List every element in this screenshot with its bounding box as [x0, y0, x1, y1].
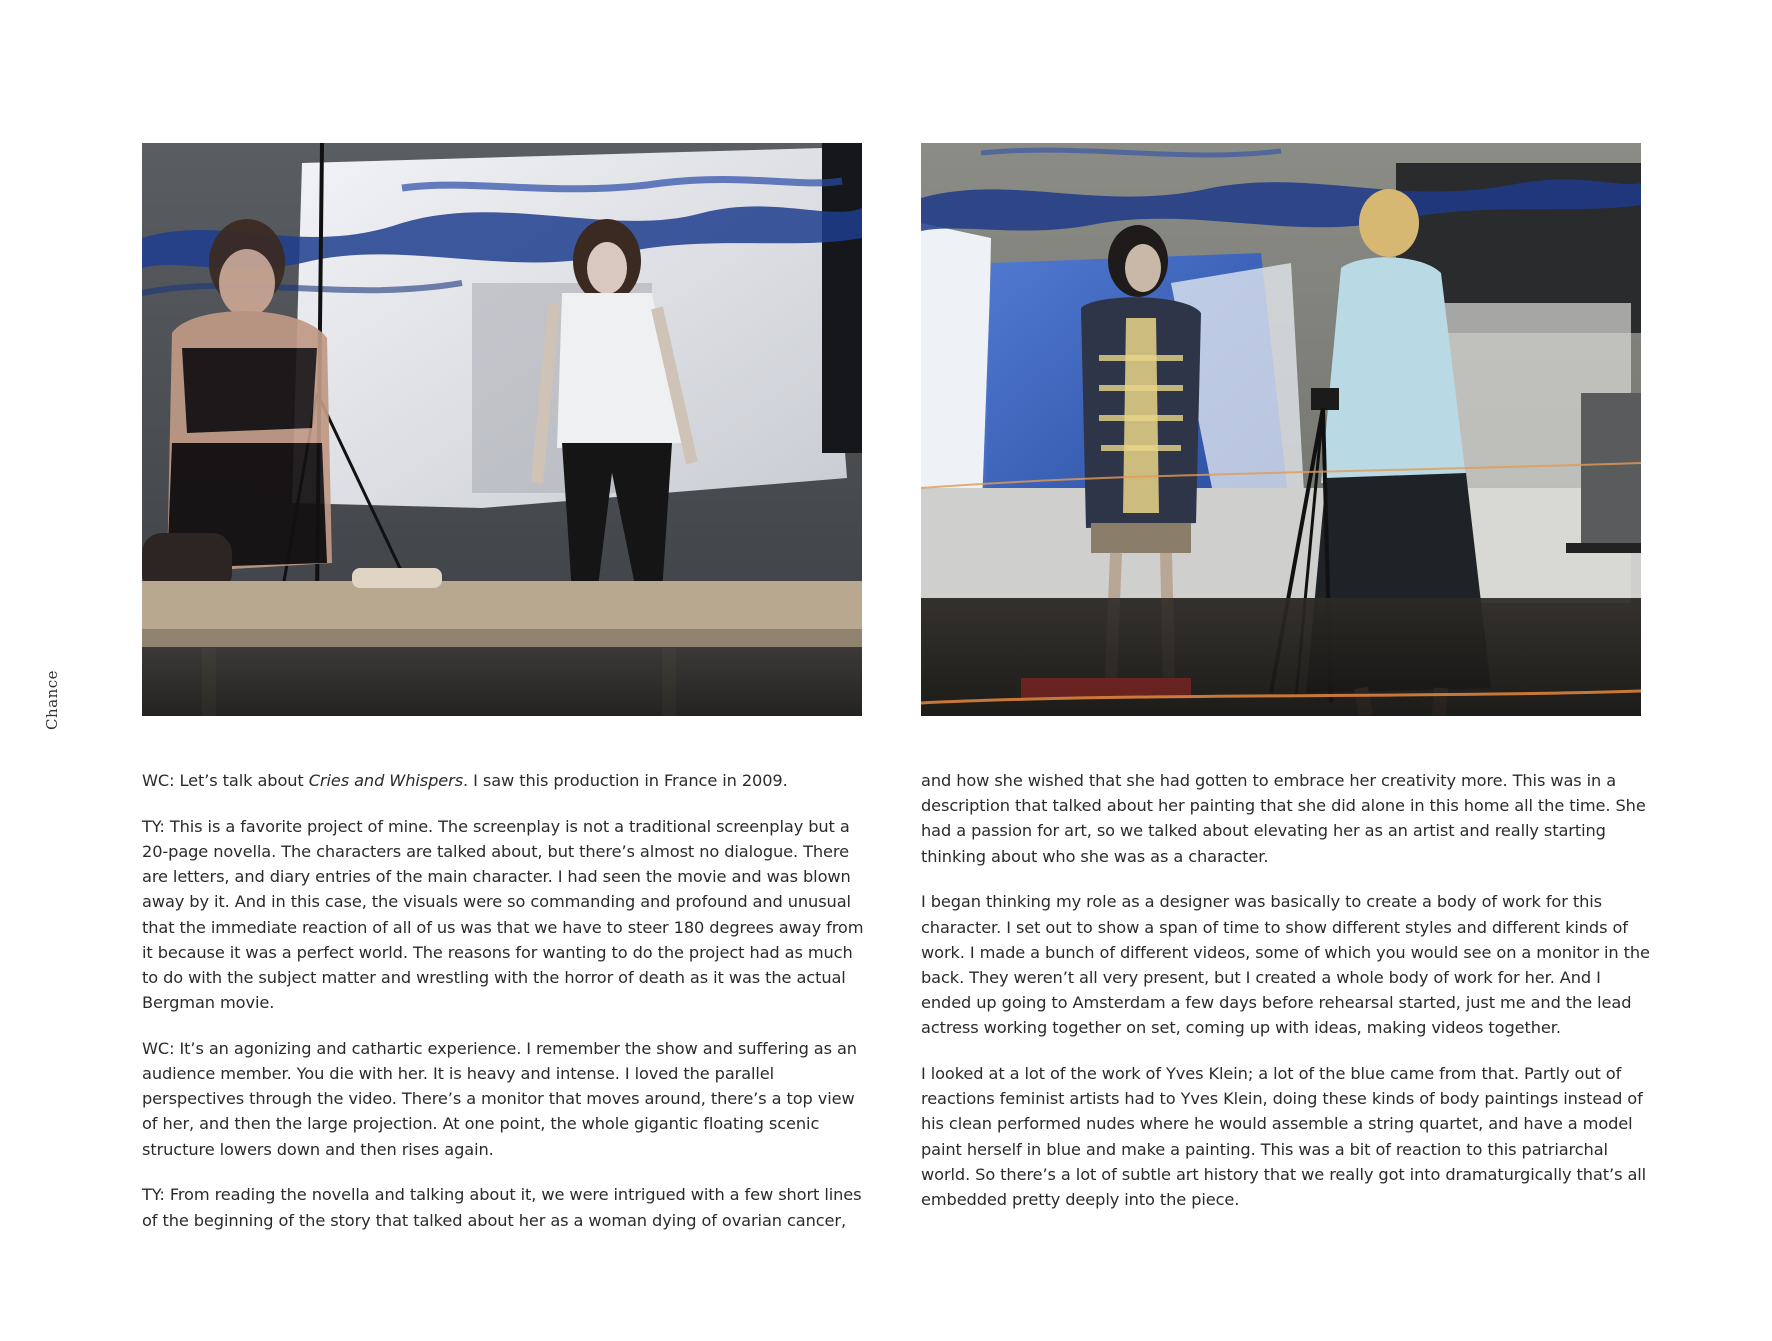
paragraph-designer-role: I began thinking my role as a designer was basically to create a body of work for this character. I set out to show a span of time to show different styles and different kinds of work. I made a bunch of different videos, some of which you would see on a monitor in the back. They weren’t all very present, but I created a whole body of work for her. And I ended up going to Amsterdam a few days before rehearsal started, just me and the lead actress working together on set, coming up with ideas, making videos together.	[921, 892, 1650, 1038]
paragraph-yves-klein: I looked at a lot of the work of Yves Klein; a lot of the blue came from that. Partly out of reactions feminist artists had to Yves Klein, doing these kinds of body paintings instead of his clean performed nudes where he would assemble a string quartet, and have a model paint herself in blue and make a painting. This was a bit of reaction to this patriarchal world. So there’s a lot of subtle art history that we really got into dramaturgically that’s all embedded pretty deeply into the piece.	[921, 1064, 1647, 1210]
paragraph-creativity: and how she wished that she had gotten to embrace her creativity more. This was in a description that talked about her painting that she did alone in this home all the time. She had a passion for art, so we talked about elevating her as an artist and really starting thinking about who she was as a character.	[921, 771, 1646, 866]
stage-photo-right-image	[921, 143, 1641, 716]
paragraph-wc-intro: WC: Let’s talk about Cries and Whispers. I saw this production in France in 2009.	[142, 771, 788, 790]
stage-photo-left	[142, 143, 862, 716]
paragraph-ty-favorite-project: TY: This is a favorite project of mine. The screenplay is not a traditional screenplay but a 20-page novella. The characters are talked about, but there’s almost no dialogue. There are letters, and diary entries of the main character. I had seen the movie and was blown away by it. And in this case, the visuals were so commanding and profound and unusual that the immediate reaction of all of us was that we have to steer 180 degrees away from it because it was a perfect world. The reasons for wanting to do the project had as much to do with the subject matter and wrestling with the horror of death as it was the actual Bergman movie.	[142, 816, 864, 1013]
work-title: Cries and Whispers	[308, 771, 464, 790]
paragraph-wc-agonizing: WC: It’s an agonizing and cathartic experience. I remember the show and suffering as an audience member. You die with her. It is heavy and intense. I loved the parallel perspectives through the video. There’s a monitor that moves around, there’s a top view of her, and then the large projection. At one point, the whole gigantic floating scenic structure lowers down and then rises again.	[142, 1038, 857, 1159]
text-column-right	[921, 768, 1651, 1233]
text-column-left	[142, 768, 872, 1253]
stage-photo-right	[921, 143, 1641, 716]
section-label: Chance	[43, 669, 61, 731]
paragraph-ty-novella: TY: From reading the novella and talking about it, we were intrigued with a few short lines of the beginning of the story that talked about her as a woman dying of ovarian cancer,	[142, 1185, 862, 1230]
stage-photo-left-image	[142, 143, 862, 716]
